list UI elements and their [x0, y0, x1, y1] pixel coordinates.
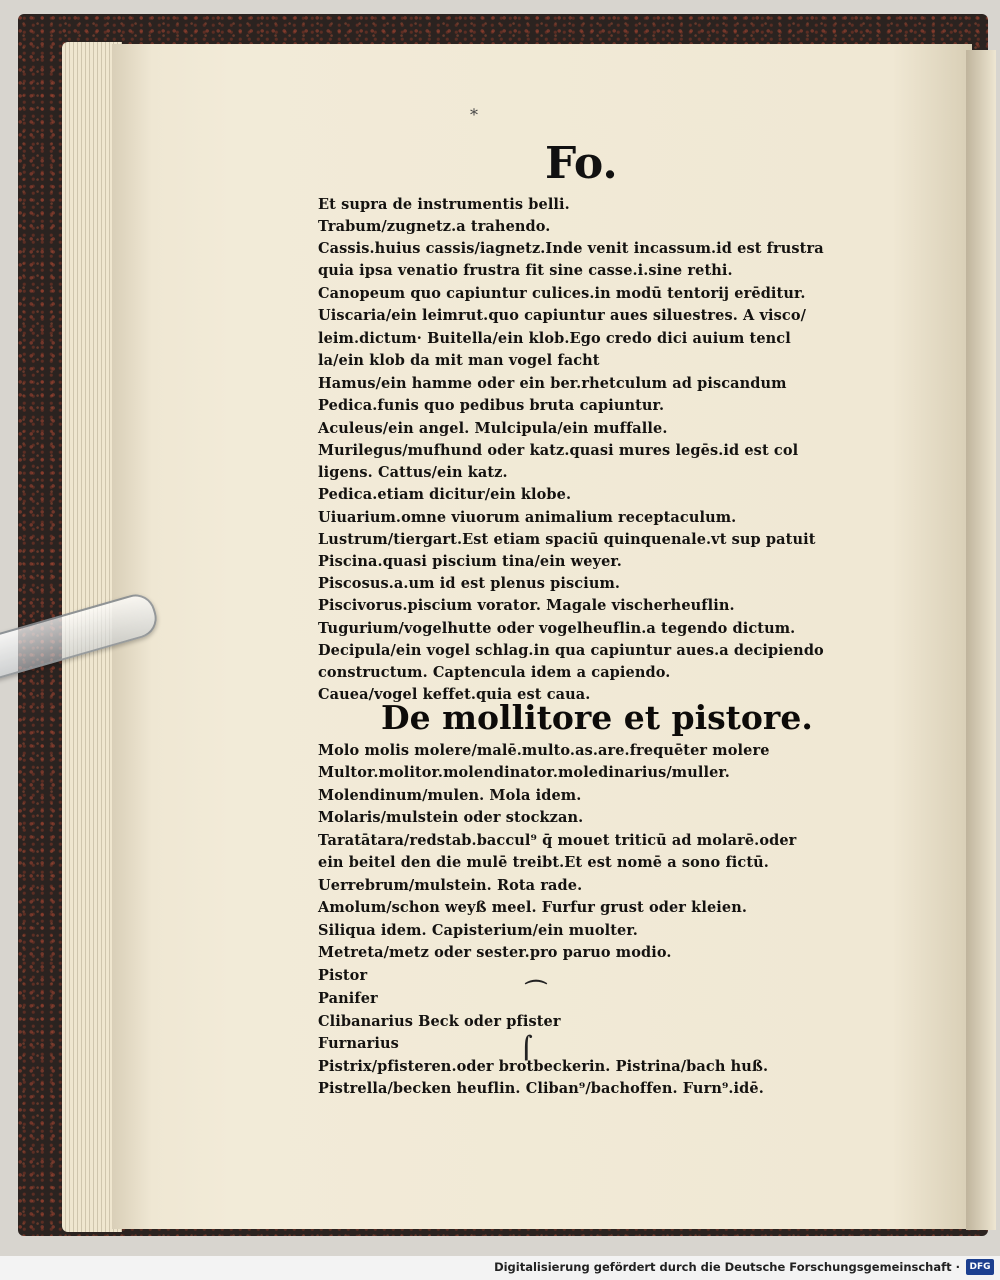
- page-mark: ⁎: [470, 100, 478, 119]
- dfg-logo: DFG: [966, 1259, 994, 1275]
- text-line: Lustrum/tiergart.Est etiam spaciū quinquenale.vt sup patuit: [318, 531, 816, 548]
- text-line: Pedica.funis quo pedibus bruta capiuntur.: [318, 397, 665, 414]
- text-line: Et supra de instrumentis belli.: [318, 196, 570, 213]
- text-line: Canopeum quo capiuntur culices.in modū tentorij erēditur.: [318, 285, 806, 302]
- text-line: Uiscaria/ein leimrut.quo capiuntur aues siluestres. A visco/: [318, 307, 806, 324]
- text-line: Decipula/ein vogel schlag.in qua capiuntur aues.a decipiendo: [318, 642, 824, 659]
- text-line: ein beitel den die mulē treibt.Et est nomē a sono fictū.: [318, 854, 769, 871]
- text-line: Murilegus/mufhund oder katz.quasi mures legēs.id est col: [318, 442, 799, 459]
- text-line: Pistrella/becken heuflin. Cliban⁹/bachoffen. Furn⁹.idē.: [318, 1080, 764, 1097]
- text-line: Clibanarius Beck oder pfister: [318, 1013, 561, 1030]
- facing-page-edge: [966, 50, 996, 1230]
- brace-mark: ⌒: [525, 979, 548, 1005]
- text-line: leim.dictum· Buitella/ein klob.Ego credo dici auium tencl: [318, 330, 791, 347]
- text-line: Panifer: [318, 990, 378, 1007]
- brace-mark: ⌠: [520, 1035, 533, 1061]
- section-heading: De mollitore et pistore.: [381, 698, 813, 737]
- text-line: Molaris/mulstein oder stockzan.: [318, 809, 584, 826]
- text-line: Uiuarium.omne viuorum animalium receptaculum.: [318, 509, 737, 526]
- text-line: Siliqua idem. Capisterium/ein muolter.: [318, 922, 638, 939]
- text-line: Hamus/ein hamme oder ein ber.rhetculum ad piscandum: [318, 375, 787, 392]
- text-line: Taratātara/redstab.baccul⁹ q̄ mouet triticū ad molarē.oder: [318, 832, 797, 849]
- footer-credit: Digitalisierung gefördert durch die Deutsche Forschungsgemeinschaft ·: [494, 1260, 960, 1274]
- text-line: Cassis.huius cassis/iagnetz.Inde venit incassum.id est frustra: [318, 240, 824, 257]
- text-line: Molendinum/mulen. Mola idem.: [318, 787, 582, 804]
- footer-bar: [0, 1256, 1000, 1280]
- text-line: Piscosus.a.um id est plenus piscium.: [318, 575, 621, 592]
- text-line: ligens. Cattus/ein katz.: [318, 464, 508, 481]
- folio-number: Fo.: [545, 138, 618, 189]
- text-line: Furnarius: [318, 1035, 399, 1052]
- text-line: Piscina.quasi piscium tina/ein weyer.: [318, 553, 622, 570]
- text-line: Multor.molitor.molendinator.moledinarius/muller.: [318, 764, 730, 781]
- text-line: Piscivorus.piscium vorator. Magale vischerheuflin.: [318, 597, 735, 614]
- text-line: Metreta/metz oder sester.pro paruo modio.: [318, 944, 672, 961]
- text-line: Pistor: [318, 967, 368, 984]
- text-line: Pedica.etiam dicitur/ein klobe.: [318, 486, 572, 503]
- text-line: Trabum/zugnetz.a trahendo.: [318, 218, 551, 235]
- text-line: Aculeus/ein angel. Mulcipula/ein muffalle.: [318, 420, 668, 437]
- text-line: Tugurium/vogelhutte oder vogelheuflin.a tegendo dictum.: [318, 620, 796, 637]
- text-line: Uerrebrum/mulstein. Rota rade.: [318, 877, 583, 894]
- text-line: Molo molis molere/malē.multo.as.are.frequēter molere: [318, 742, 770, 759]
- text-line: quia ipsa venatio frustra fit sine casse.i.sine rethi.: [318, 262, 733, 279]
- text-line: la/ein klob da mit man vogel facht: [318, 352, 600, 369]
- text-line: Pistrix/pfisteren.oder brotbeckerin. Pistrina/bach huß.: [318, 1058, 769, 1075]
- text-line: Cauea/vogel keffet.quia est caua.: [318, 686, 591, 703]
- text-line: Amolum/schon weyß meel. Furfur grust oder kleien.: [318, 899, 747, 916]
- text-line: constructum. Captencula idem a capiendo.: [318, 664, 671, 681]
